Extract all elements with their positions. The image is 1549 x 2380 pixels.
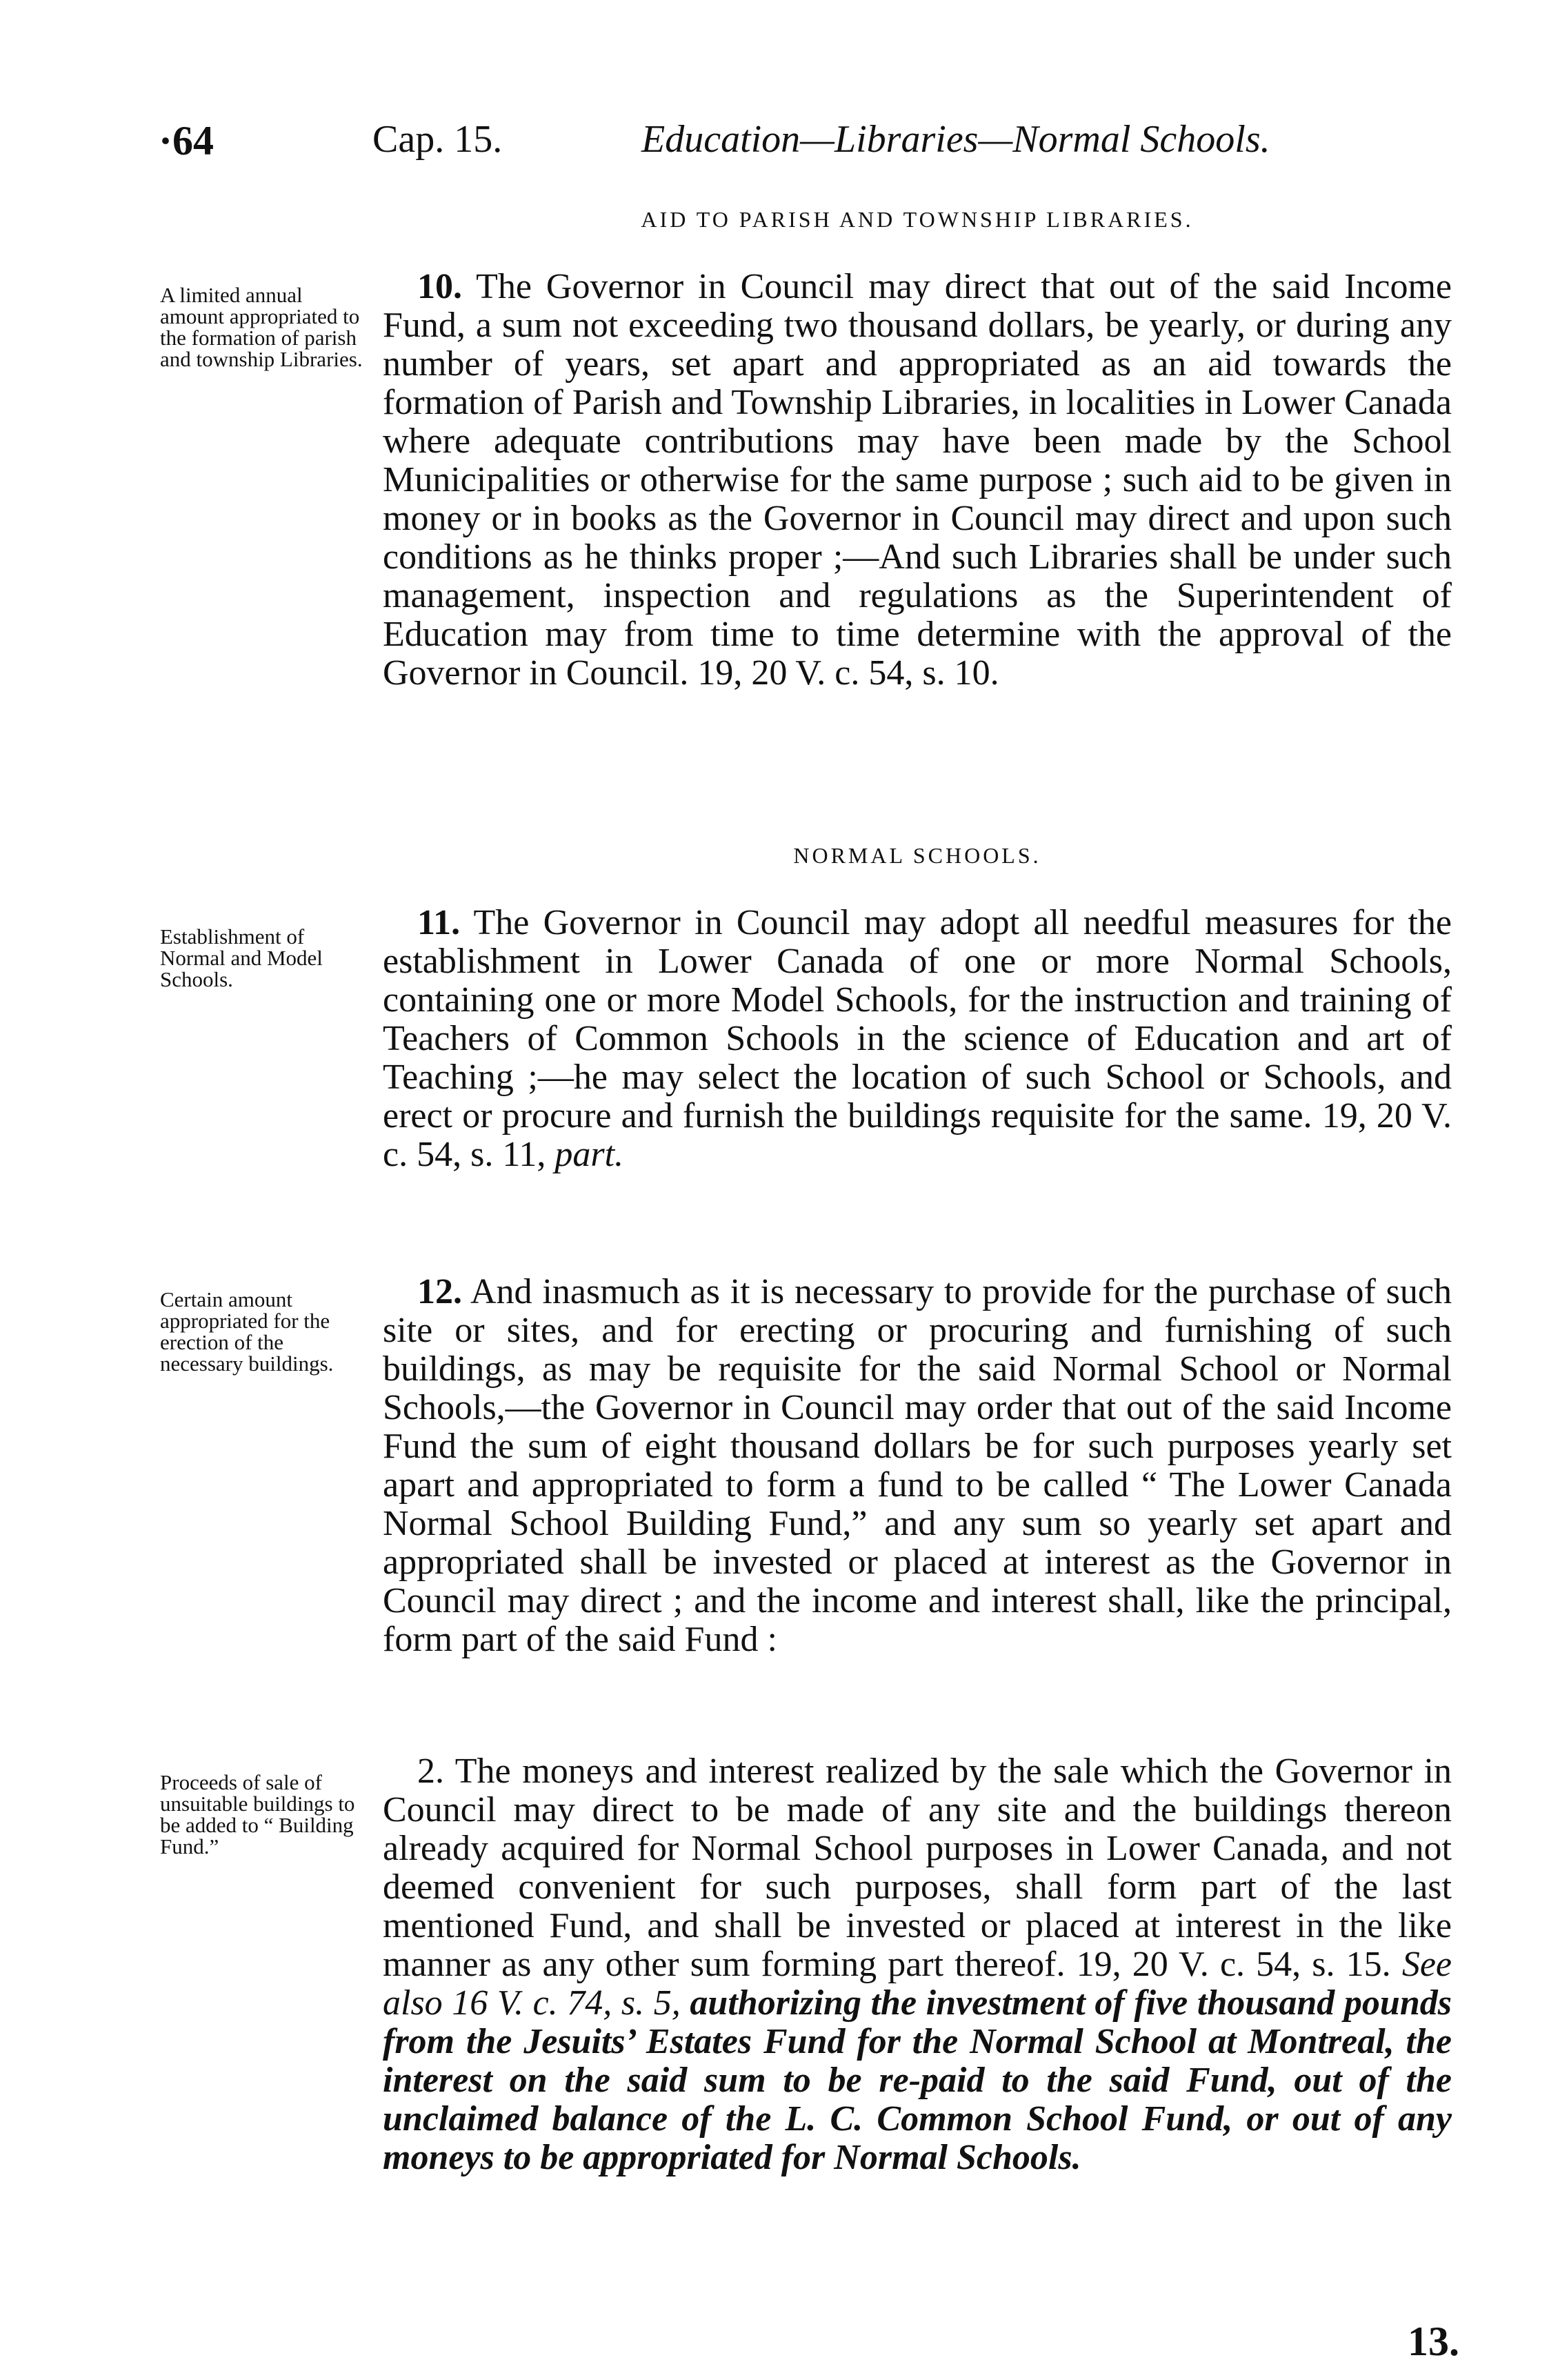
page-number: ·64	[159, 118, 214, 163]
heading-normal-schools: NORMAL SCHOOLS.	[793, 843, 1041, 868]
cross-reference: See also 16 V. c. 74, s. 5,	[383, 1945, 1452, 2023]
section-10	[383, 268, 1452, 693]
running-title: Education—Libraries—Normal Schools.	[641, 118, 1270, 161]
section-number: 10.	[417, 267, 462, 306]
heading-libraries: AID TO PARISH AND TOWNSHIP LIBRARIES.	[641, 207, 1194, 232]
section-text: And inasmuch as it is necessary to provide for the purchase of such site or sites, and for erecting or procuring and furnishing of such buildings, as may be requisite for the said Normal School or Normal Schools,—the Governor in Council may order that out of the said Income Fund the sum of eight thousand dollars be for such purposes yearly set apart and appropriated to form a fund to be called “ The Lower Canada Normal School Building Fund,” and any sum so yearly set apart and appropriated shall be invested or placed at interest as the Governor in Council may direct ; and the income and interest shall, like the principal, form part of the said Fund :	[383, 1272, 1452, 1659]
subsection-number: 2.	[417, 1752, 444, 1791]
section-12	[383, 1273, 1452, 1659]
margin-note-s12: Certain amount appropriated for the erection of the necessary buildings.	[160, 1287, 334, 1376]
margin-note-s12-2: Proceeds of sale of unsuitable buildings to be added to “ Building Fund.”	[160, 1770, 355, 1858]
section-text: The Governor in Council may direct that out of the said Income Fund, a sum not exceeding two thousand dollars, be yearly, or during any number of years, set apart and appropriated as an aid towards the formation of Parish and Township Libraries, in localities in Lower Canada where adequate contributions may have been made by the School Municipalities or otherwise for the same purpose ; such aid to be given in money or in books as the Governor in Council may direct and upon such conditions as he thinks proper ;—And such Libraries shall be under such management, inspection and regulations as the Superintendent of Education may from time to time determine with the approval of the Governor in Council. 19, 20 V. c. 54, s. 10.	[383, 267, 1452, 693]
section-number: 12.	[417, 1272, 462, 1311]
section-tail: part.	[554, 1135, 624, 1174]
cross-reference-note: authorizing the investment of five thousand pounds from the Jesuits’ Estates Fund for the Normal School at Montreal, the interest on the said sum to be re-paid to the said Fund, out of the unclaimed balance of the L. C. Common School Fund, or out of any moneys to be appropriated for Normal Schools.	[383, 1983, 1452, 2177]
margin-note-s10: A limited annual amount appropriated to the formation of parish and township Libraries.	[160, 283, 363, 371]
section-text: The moneys and interest realized by the sale which the Governor in Council may direct to be made of any site and the buildings thereon already acquired for Normal School purposes in Lower Canada, and not deemed convenient for such purposes, shall form part of the last mentioned Fund, and shall be invested or placed at interest in the like manner as any other sum forming part thereof. 19, 20 V. c. 54, s. 15.	[383, 1752, 1452, 1984]
running-head	[159, 117, 1425, 172]
chapter-label: Cap. 15.	[372, 118, 503, 161]
margin-note-s11: Establishment of Normal and Model Schools.	[160, 924, 323, 991]
catchword: 13.	[1408, 2319, 1459, 2364]
section-11	[383, 904, 1452, 1174]
section-number: 11.	[417, 903, 461, 942]
section-12-subsection-2	[383, 1752, 1452, 2177]
section-text: The Governor in Council may adopt all needful measures for the establishment in Lower Canada of one or more Normal Schools, containing one or more Model Schools, for the instruction and training of Teachers of Common Schools in the science of Education and art of Teaching ;—he may select the location of such School or Schools, and erect or procure and furnish the buildings requisite for the same. 19, 20 V. c. 54, s. 11,	[383, 903, 1452, 1174]
